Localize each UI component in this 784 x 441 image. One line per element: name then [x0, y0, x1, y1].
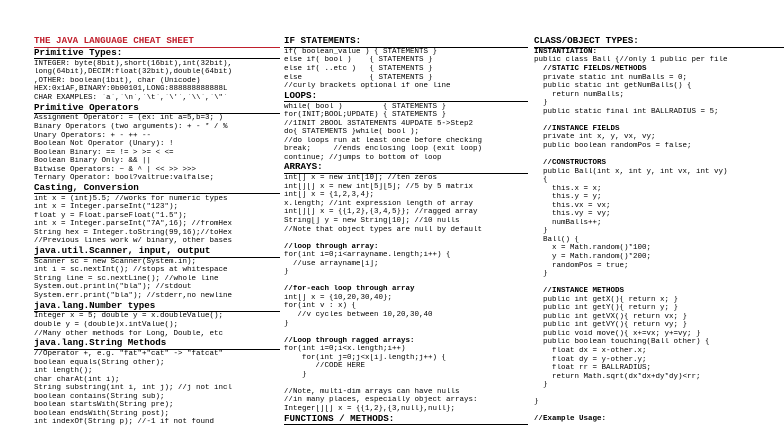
code-comment-heading: //Example Usage: [534, 415, 607, 424]
code-line: x = Math.random()*100; [534, 244, 652, 253]
code-line: float dx = x-other.x; [534, 347, 647, 356]
code-comment-heading: //CONSTRUCTORS [534, 159, 607, 167]
code-line: Scanner sc = new Scanner(System.in); [34, 257, 197, 266]
code-line: continue; //jumps to bottom of loop [284, 153, 442, 162]
code-line: else { STATEMENTS } [284, 73, 433, 82]
section-heading: Primitive Types: [34, 48, 280, 60]
code-line: //Note that object types are null by default [284, 225, 483, 234]
code-line: Assignment Operator: = (ex: int a=5,b=3; ) [34, 114, 224, 123]
code-line: do{ STATEMENTS }while( bool ); [284, 128, 420, 137]
code-line: String hex = Integer.toString(99,16);//toHex [34, 228, 233, 237]
code-line: return Math.sqrt(dx*dx+dy*dy)<rr; [534, 372, 701, 381]
code-line: int x = Integer.parseInt("7A",16); //fromHex [34, 220, 233, 229]
code-line: //in many places, especially object arrays: [284, 396, 478, 405]
code-line: } [534, 270, 548, 279]
code-line: } [534, 99, 548, 108]
section-heading: Primitive Operators [34, 103, 280, 115]
code-line: Integer x = 5; double y = x.doubleValue(); [34, 312, 224, 321]
code-line: ,OTHER: boolean(1bit), char (Unicode) [34, 76, 201, 85]
section-heading: CLASS/OBJECT TYPES: [534, 36, 784, 48]
code-line: Boolean Not Operator (Unary): ! [34, 140, 174, 149]
code-line: } [284, 370, 307, 379]
code-line: public int getVY(){ return vy; } [534, 321, 688, 330]
section-heading: java.lang.Number types [34, 301, 280, 313]
code-line: //1INIT 2BOOL 3STATEMENTS 4UPDATE 5->Step2 [284, 119, 474, 128]
section-heading: java.util.Scanner, input, output [34, 246, 280, 258]
code-line [284, 379, 528, 388]
code-line: int[][] x = new int[5][5]; //5 by 5 matrix [284, 182, 474, 191]
column-right [534, 36, 784, 424]
code-line: this.x = x; [534, 184, 602, 193]
code-line [534, 390, 784, 399]
code-line: boolean endsWith(String post); [34, 409, 170, 418]
code-line: int[] x = {10,20,30,40}; [284, 293, 393, 302]
code-line: //Previous lines work w/ binary, other bases [34, 237, 233, 246]
code-line: public void move(){ x+=vx; y+=vy; } [534, 329, 701, 338]
code-line [534, 279, 784, 288]
code-line: } [284, 319, 289, 328]
code-line [284, 277, 528, 286]
code-line: //CODE HERE [284, 362, 366, 371]
code-line: public int getVX(){ return vx; } [534, 312, 688, 321]
column-left [34, 36, 280, 427]
code-line: public static final int BALLRADIUS = 5; [534, 107, 719, 116]
code-line: int x = Integer.parseInt("123"); [34, 203, 179, 212]
code-line: //Many other methods for Long, Double, etc [34, 329, 224, 338]
code-line: int[][] x = {{1,2},{3,4,5}}; //ragged array [284, 208, 478, 217]
code-line: long(64bit),DECIM:float(32bit),double(64bit) [34, 68, 233, 77]
code-line: double y = (double)x.intValue(); [34, 321, 179, 330]
code-line: } [534, 381, 548, 390]
section-heading: IF STATEMENTS: [284, 36, 528, 48]
column-middle [284, 36, 528, 425]
code-line: break; //ends enclosing loop (exit loop) [284, 145, 483, 154]
code-line: for(INIT;BOOL;UPDATE) { STATEMENTS } [284, 111, 447, 120]
code-line: return numBalls; [534, 90, 625, 99]
code-line: System.out.println("bla"); //stdout [34, 283, 192, 292]
code-line: if( boolean_value ) { STATEMENTS } [284, 47, 438, 56]
code-line: } [284, 268, 289, 277]
code-line: } [534, 398, 539, 407]
code-line: boolean startsWith(String pre); [34, 401, 174, 410]
code-comment-heading: INSTANTIATION: [534, 47, 598, 56]
code-line: //Operator +, e.g. "fat"+"cat" -> "fatcat" [34, 350, 224, 358]
code-line: private static int numBalls = 0; [534, 73, 688, 82]
code-line [534, 150, 784, 159]
code-line: { [534, 176, 548, 185]
code-line: int indexOf(String p); //-1 if not found [34, 418, 215, 427]
code-line: public boolean touching(Ball other) { [534, 338, 710, 347]
code-line: char charAt(int i); [34, 375, 120, 384]
code-line: public Ball(int x, int y, int vx, int vy) [534, 167, 728, 176]
code-line: HEX:0x1AF,BINARY:0b00101,LONG:888888888888L [34, 85, 228, 94]
sheet-title: THE JAVA LANGUAGE CHEAT SHEET [34, 36, 280, 48]
code-line: //v cycles between 10,20,30,40 [284, 310, 433, 319]
code-line: else if( bool ) { STATEMENTS } [284, 56, 433, 65]
code-line: String substring(int i, int j); //j not incl [34, 384, 233, 393]
code-line: } [534, 227, 548, 236]
code-line: Integer[][] x = {{1,2},{3,null},null}; [284, 405, 456, 413]
code-line: public boolean randomPos = false; [534, 141, 692, 150]
code-line: boolean contains(String sub); [34, 392, 165, 401]
code-line: randomPos = true; [534, 261, 629, 270]
code-line [284, 328, 528, 337]
code-line: for(int v : x) { [284, 302, 357, 311]
code-line: public class Ball {//only 1 public per file [534, 56, 728, 65]
code-line: float dy = y-other.y; [534, 355, 647, 364]
code-line: Ternary Operator: bool?valtrue:valfalse; [34, 174, 215, 183]
section-heading: java.lang.String Methods [34, 338, 280, 350]
code-line: else if( ..etc ) { STATEMENTS } [284, 64, 433, 73]
code-line: CHAR EXAMPLES: `a`,`\n`,`\t`,`\'`,`\\`,`\"` [34, 93, 228, 102]
code-line: numBalls++; [534, 218, 602, 227]
code-line: Bitwise Operators: ~ & ^ | << >> >>> [34, 165, 197, 174]
code-line [284, 234, 528, 243]
code-line: System.err.print("bla"); //stderr,no newline [34, 292, 233, 301]
code-line: for(int i=0;i<x.length;i++) [284, 345, 406, 354]
code-comment-heading: //INSTANCE METHODS [534, 287, 625, 296]
code-line: int[] x = {1,2,3,4}; [284, 191, 375, 200]
code-line: this.y = y; [534, 193, 602, 202]
code-comment-heading: //for-each loop through array [284, 285, 415, 294]
code-line: public static int getNumBalls() { [534, 82, 692, 91]
code-line [534, 407, 784, 416]
section-heading: LOOPS: [284, 91, 528, 103]
code-line: private int x, y, vx, vy; [534, 133, 656, 142]
code-line: Boolean Binary: == != > >= < <= [34, 148, 174, 157]
code-line: for(int j=0;j<x[i].length;j++) { [284, 353, 447, 362]
code-line [534, 116, 784, 125]
section-heading: ARRAYS: [284, 162, 528, 174]
code-line: Unary Operators: + - ++ -- [34, 131, 152, 140]
section-heading: Casting, Conversion [34, 183, 280, 195]
code-line: for(int i=0;i<arrayname.length;i++) { [284, 251, 451, 260]
code-line: Ball() { [534, 235, 580, 244]
code-line: String line = sc.nextLine(); //whole line [34, 274, 219, 283]
code-line: y = Math.random()*200; [534, 253, 652, 262]
code-comment-heading: //STATIC FIELDS/METHODS [534, 64, 647, 73]
code-comment-heading: //Loop through ragged arrays: [284, 336, 415, 345]
code-line: Boolean Binary Only: && || [34, 157, 152, 166]
code-line: public int getX(){ return x; } [534, 295, 679, 304]
code-line: int length(); [34, 367, 93, 376]
code-line: int[] x = new int[10]; //ten zeros [284, 174, 438, 183]
code-line: //Note, multi-dim arrays can have nulls [284, 387, 460, 396]
code-line: this.vx = vx; [534, 201, 611, 210]
code-line: //do loops run at least once before checking [284, 136, 483, 145]
code-comment-heading: //loop through array: [284, 242, 379, 251]
code-line: Binary Operators (two arguments): + - * / % [34, 122, 228, 131]
code-comment-heading: //INSTANCE FIELDS [534, 124, 620, 133]
code-line: int i = sc.nextInt(); //stops at whitespace [34, 266, 228, 275]
section-heading: FUNCTIONS / METHODS: [284, 414, 528, 426]
code-line: String[] y = new String[10]; //10 nulls [284, 216, 460, 225]
code-line: this.vy = vy; [534, 210, 611, 219]
code-line: float rr = BALLRADIUS; [534, 364, 652, 373]
code-line: //use arrayname[i]; [284, 259, 379, 268]
code-line: //curly brackets optional if one line [284, 82, 451, 91]
code-line: int x = (int)5.5; //works for numeric types [34, 194, 228, 203]
code-line: x.length; //int expression length of array [284, 199, 474, 208]
code-line: public int getY(){ return y; } [534, 304, 679, 313]
code-line: boolean equals(String other); [34, 358, 165, 367]
code-line: while( bool ) { STATEMENTS } [284, 102, 447, 111]
code-line: float y = Float.parseFloat("1.5"); [34, 211, 188, 220]
code-line: INTEGER: byte(8bit),short(16bit),int(32bit), [34, 59, 233, 68]
